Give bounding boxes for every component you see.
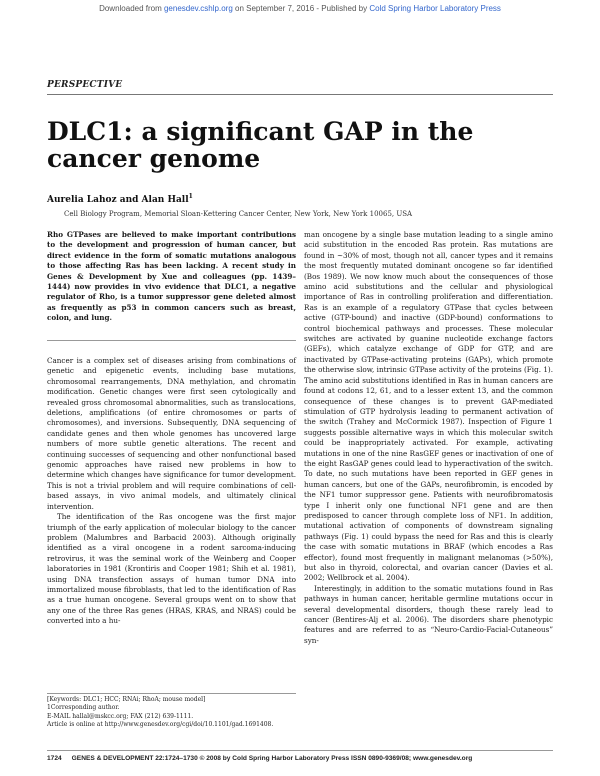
abstract-rule	[47, 340, 296, 341]
affiliation: Cell Biology Program, Memorial Sloan-Kettering Cancer Center, New York, New York 10065, USA	[64, 210, 413, 218]
body-paragraph: Interestingly, in addition to the somatic mutations found in Ras pathways in human cancer, heritable germline mutations occur in several developmental disorders, though these rarely lead to cancer (Bentires-Alj et al. 2006). The disorders share phenotypic features and are referred to as “Neuro-Cardio-Facial-Cutaneous” syn-	[304, 583, 553, 645]
banner-prefix: Downloaded from	[99, 4, 164, 13]
corresponding-note: 1Corresponding author.	[47, 704, 120, 712]
footer-rule	[47, 750, 553, 751]
body-paragraph: Cancer is a complex set of diseases arising from combinations of genetic and epigenetic events, including base mutations, chromosomal rearrangements, DNA methylation, and chromatin modification. Genetic changes were first seen cytologically and revealed gross chromosomal abnormalities, such as translocations, deletions, amplifications (of entire chromosomes or parts of chromosomes), and inversions. Subsequently, DNA sequencing of candidate genes and then whole genomes has uncovered large numbers of more subtle genetic alterations. The recent and continuing successes of sequencing and other nonfunctional based genomic approaches have raised new problems in how to determine which changes have significance for tumor development. This is not a trivial problem and will require combinations of cell-based assays, in vivo animal models, and ultimately clinical intervention.	[47, 356, 296, 511]
banner-middle: on September 7, 2016 - Published by	[232, 4, 370, 13]
section-label: PERSPECTIVE	[47, 80, 123, 90]
site-link[interactable]: genesdev.cshlp.org	[163, 4, 233, 13]
publisher-link[interactable]: Cold Spring Harbor Laboratory Press	[369, 4, 501, 13]
abstract: Rho GTPases are believed to make important contributions to the development and progression of human cancer, but direct evidence in the form of somatic mutations analogous to those affecting Ras has been lacking. A recent study in Genes & Development by Xue and colleagues (pp. 1439–1444) now provides in vivo evidence that DLC1, a negative regulator of Rho, is a tumor suppressor gene deleted almost as frequently as p53 in common cancers such as breast, colon, and lung.	[47, 230, 296, 323]
body-paragraph: man oncogene by a single base mutation leading to a single amino acid substitution in the encoded Ras protein. Ras mutations are found in ~30% of most, though not all, cancer types and it remains the most frequently mutated dominant oncogene so far identified (Bos 1989). We now know much about the consequences of those amino acid substitutions and the cellular and physiological importance of Ras in controlling proliferation and differentiation. Ras is an example of a regulatory GTPase that cycles between active (GTP-bound) and inactive (GDP-bound) conformations to control biochemical pathways and processes. These molecular switches are activated by guanine nucleotide exchange factors (GEFs), which catalyze exchange of GDP for GTP, and are inactivated by GTPase-activating proteins (GAPs), which promote the otherwise slow, intrinsic GTPase activity of the proteins (Fig. 1). The amino acid substitutions identified in Ras in human cancers are found at codons 12, 61, and to a lesser extent 13, and the common consequence of these changes is to prevent GAP-mediated stimulation of GTP hydrolysis leading to permanent activation of the switch (Trahey and McCormick 1987). Inspection of Figure 1 suggests possible alternative ways in which this molecular switch could be inappropriately activated. For example, activating mutations in one of the nine RasGEF genes or inactivation of one of the eight RasGAP genes could lead to hyperactivation of the switch. To date, no such mutations have been reported in GEF genes in human cancers, but one of the GAPs, neurofibromin, is encoded by the NF1 tumor suppressor gene. Patients with neurofibromatosis type I inherit only one functional NF1 gene and are then predisposed to cancer through complete loss of NF1. In addition, mutational activation of components of downstream signaling pathways (Fig. 1) could bypass the need for Ras and this is clearly the case with somatic mutations in BRAF (which encodes a Ras effector), found most frequently in malignant melanomas (>50%), but also in thyroid, colorectal, and ovarian cancer (Davies et al. 2002; Wellbrock et al. 2004).	[304, 230, 553, 583]
footnote-rule	[47, 693, 296, 694]
left-column	[47, 356, 296, 627]
journal-citation: GENES & DEVELOPMENT 22:1724–1730 © 2008 by Cold Spring Harbor Laboratory Press ISSN 0890-9369/08; www.genesdev.org	[71, 755, 473, 762]
body-paragraph: The identification of the Ras oncogene was the first major triumph of the early application of molecular biology to the cancer problem (Malumbres and Barbacid 2003). Although originally identified as a viral oncogene in a rodent sarcoma-inducing retrovirus, it was the seminal work of the Weinberg and Cooper laboratories in 1981 (Krontiris and Cooper 1981; Shih et al. 1981), using DNA transfection assays of human tumor DNA into immortalized mouse fibroblasts, that led to the identification of Ras as a true human oncogene. Several groups went on to show that any one of the three Ras genes (HRAS, KRAS, and NRAS) could be converted into a hu-	[47, 512, 296, 626]
page-number: 1724	[47, 755, 62, 762]
author-names: Aurelia Lahoz and Alan Hall	[47, 195, 189, 205]
keywords-note: [Keywords: DLC1; HCC; RNAi; RhoA; mouse model]	[47, 696, 206, 703]
page-footer	[47, 755, 553, 762]
footnotes	[47, 696, 296, 730]
email-note: E-MAIL hallal@mskcc.org; FAX (212) 639-1111.	[47, 712, 194, 720]
article-url-note[interactable]: Article is online at http://www.genesdev.org/cgi/doi/10.1101/gad.1691408.	[47, 721, 274, 729]
right-column	[304, 230, 553, 646]
author-superscript: 1	[188, 193, 193, 200]
header-rule	[47, 94, 553, 95]
author-line	[47, 193, 193, 205]
download-banner	[0, 4, 600, 13]
article-title: DLC1: a significant GAP in the cancer genome	[47, 117, 474, 173]
